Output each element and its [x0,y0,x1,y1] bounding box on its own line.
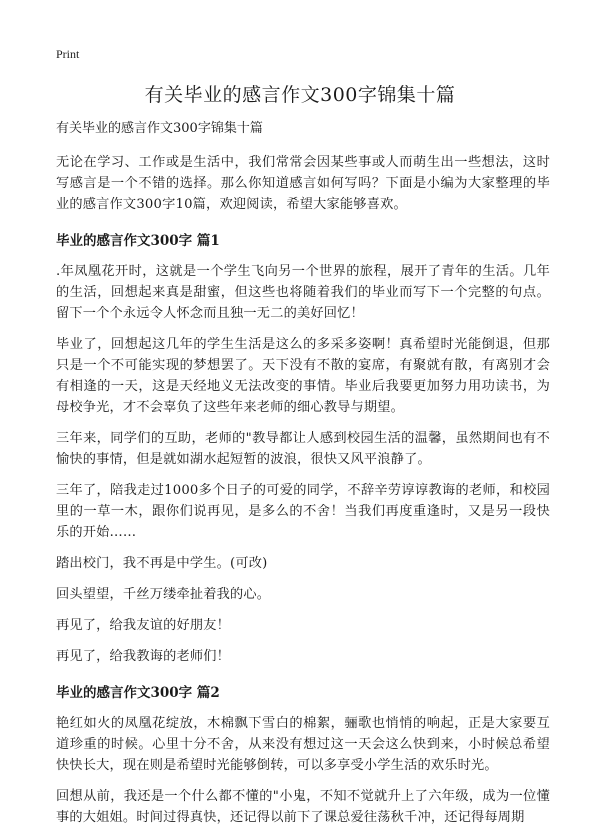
paragraph: 踏出校门，我不再是中学生。(可改) [56,556,268,571]
paragraph: .年凤凰花开时，这就是一个学生飞向另一个世界的旅程，展开了青年的生活。几年的生活，回想起来真是甜蜜，但这些也将随着我们的毕业而写下一个完整的句点。留下一个个永远令人怀念而且独一无二的美好回忆！ [56,264,550,321]
paragraph: 回想从前，我还是一个什么都不懂的"小鬼，不知不觉就升上了六年级，成为一位懂事的大姐姐。时间过得真快，还记得以前下了课总爱往荡秋千冲，还记得每周期 [56,789,550,825]
paragraph: 毕业了，回想起这几年的学生生活是这么的多采多姿啊！真希望时光能倒退，但那只是一个不可能实现的梦想罢了。天下没有不散的宴席，有聚就有散，有离别才会有相逢的一天，这是天经地义无法改变的事情。毕业后我要更加努力用功读书，为母校争光，才不会辜负了这些年来老师的细心教导与期望。 [56,337,550,415]
article-body [56,120,550,838]
section-heading-1: 毕业的感言作文300字 篇1 [56,233,220,249]
article-subtitle: 有关毕业的感言作文300字锦集十篇 [56,121,263,136]
paragraph: 三年来，同学们的互助，老师的"教导都让人感到校园生活的温馨，虽然期间也有不愉快的事情，但是就如湖水起短暂的波浪，很快又风平浪静了。 [56,431,550,467]
print-link[interactable]: Print [56,47,80,61]
page-title: 有关毕业的感言作文300字锦集十篇 [144,84,456,106]
paragraph: 再见了，给我教诲的老师们！ [56,649,231,664]
intro-paragraph: 无论在学习、工作或是生活中，我们常常会因某些事或人而萌生出一些想法，这时写感言是一个不错的选择。那么你知道感言如何写吗？下面是小编为大家整理的毕业的感言作文300字10篇，欢迎阅读，希望大家能够喜欢。 [56,155,550,212]
section-heading-2: 毕业的感言作文300字 篇2 [56,685,220,701]
paragraph: 再见了，给我友谊的好朋友！ [56,618,231,633]
paragraph: 回头望望，千丝万缕牵扯着我的心。 [56,587,271,602]
paragraph: 艳红如火的凤凰花绽放，木棉飘下雪白的棉絮，骊歌也悄悄的响起，正是大家要互道珍重的时候。心里十分不舍，从来没有想过这一天会这么快到来，小时候总希望快快长大，现在则是希望时光能够倒转，可以多享受小学生活的欢乐时光。 [56,716,550,773]
paragraph: 三年了，陪我走过1000多个日子的可爱的同学，不辞辛劳谆谆教诲的老师，和校园里的一草一木，跟你们说再见，是多么的不舍！当我们再度重逢时，又是另一段快乐的开始…… [56,483,550,540]
